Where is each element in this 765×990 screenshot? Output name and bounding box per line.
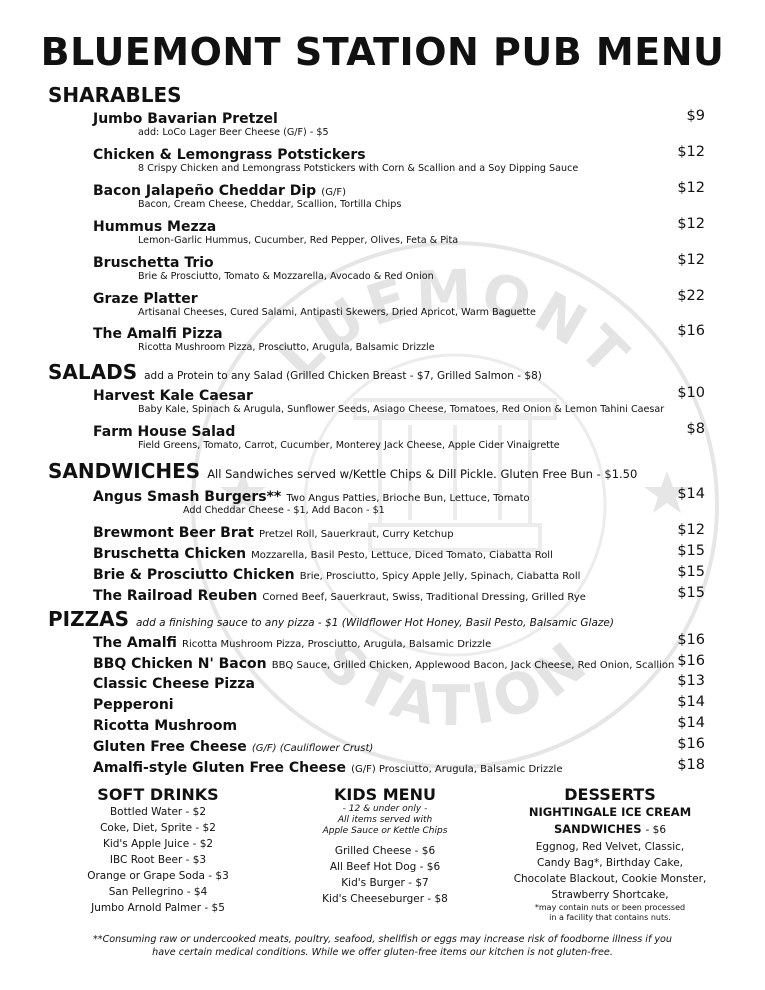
salads-note: add a Protein to any Salad (Grilled Chicken Breast - $7, Grilled Salmon - $8) <box>144 370 542 382</box>
menu-item: Chicken & Lemongrass Potstickers $12 <box>93 144 705 163</box>
item-description: Brie & Prosciutto, Tomato & Mozzarella, Avocado & Red Onion <box>138 271 434 282</box>
menu-item: Harvest Kale Caesar $10 <box>93 385 705 404</box>
kids-menu-heading: KIDS MENU <box>334 785 436 804</box>
kids-item: Kid's Burger - $7 <box>341 877 429 889</box>
drink-item: Bottled Water - $2 <box>109 806 207 818</box>
menu-item: Graze Platter $22 <box>93 288 705 307</box>
item-description: Lemon-Garlic Hummus, Cucumber, Red Pepper, Olives, Feta & Pita <box>138 235 459 246</box>
kids-item: Kid's Cheeseburger - $8 <box>322 893 448 905</box>
menu-item: Bacon Jalapeño Cheddar Dip (G/F) $12 <box>93 180 705 199</box>
dessert-flavors: Eggnog, Red Velvet, Classic, <box>535 841 685 853</box>
desserts-heading: DESSERTS <box>564 785 656 804</box>
section-heading-salads: SALADS add a Protein to any Salad (Grilled Chicken Breast - $7, Grilled Salmon - $8) <box>48 360 542 384</box>
kids-item: Grilled Cheese - $6 <box>334 845 436 857</box>
dessert-flavors: Chocolate Blackout, Cookie Monster, <box>513 873 707 885</box>
kids-menu-column <box>305 785 465 907</box>
item-description: Baby Kale, Spinach & Arugula, Sunflower Seeds, Asiago Cheese, Tomatoes, Red Onion & Lemon Tahini Caesar <box>138 404 665 415</box>
menu-item: Classic Cheese Pizza $13 <box>93 673 705 692</box>
item-description: Field Greens, Tomato, Carrot, Cucumber, Monterey Jack Cheese, Apple Cider Vinaigrette <box>138 440 560 451</box>
menu-item: Gluten Free Cheese (G/F) (Cauliflower Crust) $16 <box>93 736 705 755</box>
menu-item: The Amalfi Ricotta Mushroom Pizza, Prosciutto, Arugula, Balsamic Drizzle $16 <box>93 632 705 651</box>
item-description: Artisanal Cheeses, Cured Salami, Antipasti Skewers, Dried Apricot, Warm Baguette <box>138 307 536 318</box>
menu-item: The Railroad Reuben Corned Beef, Sauerkraut, Swiss, Traditional Dressing, Grilled Rye $15 <box>93 585 705 604</box>
menu-item: Brewmont Beer Brat Pretzel Roll, Sauerkraut, Curry Ketchup $12 <box>93 522 705 541</box>
kids-item: All Beef Hot Dog - $6 <box>329 861 441 873</box>
menu-item: Brie & Prosciutto Chicken Brie, Prosciutto, Spicy Apple Jelly, Spinach, Ciabatta Roll $15 <box>93 564 705 583</box>
item-description: add: LoCo Lager Beer Cheese (G/F) - $5 <box>138 127 329 138</box>
kids-sides-note: Apple Sauce or Kettle Chips <box>322 826 448 836</box>
page-title: BLUEMONT STATION PUB MENU <box>40 30 725 74</box>
food-safety-disclaimer: **Consuming raw or undercooked meats, poultry, seafood, shellfish or eggs may increase risk of foodborne illness if you have certain medical conditions. While we offer gluten-free items our kitchen is not gluten-free. <box>92 934 673 958</box>
drink-item: Coke, Diet, Sprite - $2 <box>100 822 216 834</box>
desserts-column <box>510 785 710 923</box>
section-heading-pizzas: PIZZAS add a finishing sauce to any pizza - $1 (Wildflower Hot Honey, Basil Pesto, Balsamic Glaze) <box>48 607 614 631</box>
item-description: Ricotta Mushroom Pizza, Prosciutto, Arugula, Balsamic Drizzle <box>138 342 435 353</box>
nut-warning: in a facility that contains nuts. <box>549 913 671 922</box>
menu-item: Angus Smash Burgers** Two Angus Patties, Brioche Bun, Lettuce, Tomato $14 <box>93 486 705 505</box>
sandwiches-note: All Sandwiches served w/Kettle Chips & Dill Pickle. Gluten Free Bun - $1.50 <box>207 467 638 481</box>
menu-item: Ricotta Mushroom $14 <box>93 715 705 734</box>
seal-bottom-text: STATION <box>307 627 603 740</box>
menu-item: Bruschetta Chicken Mozzarella, Basil Pesto, Lettuce, Diced Tomato, Ciabatta Roll $15 <box>93 543 705 562</box>
desserts-sub-heading: NIGHTINGALE ICE CREAM <box>528 805 692 819</box>
menu-item: The Amalfi Pizza $16 <box>93 323 705 342</box>
nut-warning: *may contain nuts or been processed <box>534 903 686 912</box>
kids-served-note: All items served with <box>337 815 433 825</box>
menu-item: Jumbo Bavarian Pretzel $9 <box>93 108 705 127</box>
menu-item: Hummus Mezza $12 <box>93 216 705 235</box>
section-heading-sandwiches: SANDWICHES All Sandwiches served w/Kettle Chips & Dill Pickle. Gluten Free Bun - $1.50 <box>48 459 638 483</box>
section-heading-sharables: SHARABLES <box>48 83 182 107</box>
item-description: Bacon, Cream Cheese, Cheddar, Scallion, Tortilla Chips <box>138 199 402 210</box>
soft-drinks-heading: SOFT DRINKS <box>97 785 219 804</box>
pizzas-note: add a finishing sauce to any pizza - $1 (Wildflower Hot Honey, Basil Pesto, Balsamic Glaze) <box>135 617 614 629</box>
menu-item: BBQ Chicken N' Bacon BBQ Sauce, Grilled Chicken, Applewood Bacon, Jack Cheese, Red Onion, Scallion $16 <box>93 653 705 672</box>
dessert-flavors: Strawberry Shortcake, <box>551 889 669 901</box>
desserts-sub-heading-2: SANDWICHES <box>553 822 642 836</box>
item-description: Add Cheddar Cheese - $1, Add Bacon - $1 <box>183 505 385 516</box>
seal-top-text: LUEMONT <box>266 257 644 392</box>
dessert-flavors: Candy Bag*, Birthday Cake, <box>537 857 683 869</box>
drink-item: Jumbo Arnold Palmer - $5 <box>91 902 225 914</box>
menu-item: Farm House Salad $8 <box>93 421 705 440</box>
drink-item: San Pellegrino - $4 <box>108 886 208 898</box>
menu-item: Pepperoni $14 <box>93 694 705 713</box>
menu-item: Bruschetta Trio $12 <box>93 252 705 271</box>
drink-item: IBC Root Beer - $3 <box>109 854 207 866</box>
desserts-price: - $6 <box>645 824 667 836</box>
drink-item: Kid's Apple Juice - $2 <box>102 838 214 850</box>
menu-item: Amalfi-style Gluten Free Cheese (G/F) Prosciutto, Arugula, Balsamic Drizzle $18 <box>93 757 705 776</box>
drink-item: Orange or Grape Soda - $3 <box>87 870 229 882</box>
soft-drinks-column <box>78 785 238 916</box>
item-description: 8 Crispy Chicken and Lemongrass Potstickers with Corn & Scallion and a Soy Dipping Sauce <box>138 163 579 174</box>
kids-age-note: - 12 & under only - <box>342 804 428 814</box>
